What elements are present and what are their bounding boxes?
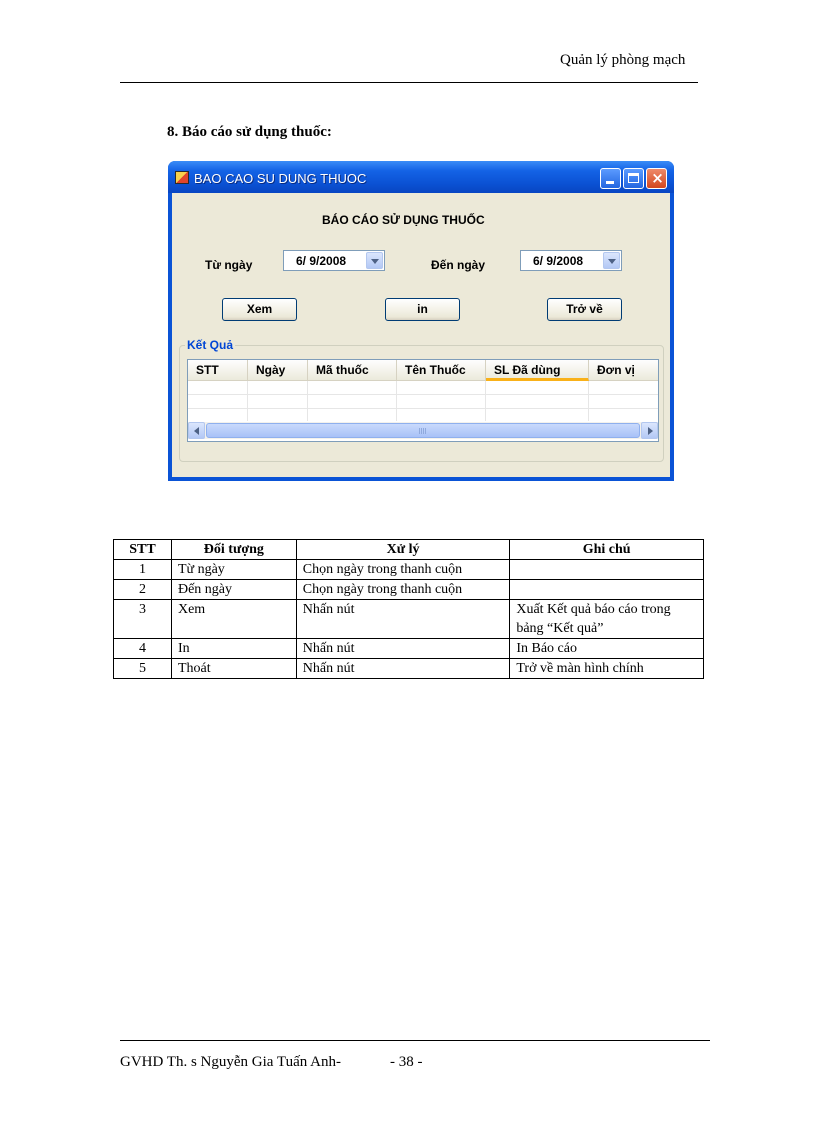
cell-note: Trở về màn hình chính	[510, 659, 704, 679]
cell-stt: 1	[114, 560, 172, 580]
cell-stt: 2	[114, 580, 172, 600]
cell-action: Nhấn nút	[296, 639, 510, 659]
chevron-down-icon[interactable]	[603, 252, 620, 269]
minimize-button[interactable]	[600, 168, 621, 189]
table-row	[114, 639, 704, 659]
app-icon	[175, 171, 189, 184]
back-button[interactable]: Trở về	[547, 298, 622, 321]
cell-action: Chọn ngày trong thanh cuộn	[296, 560, 510, 580]
from-date-picker[interactable]	[283, 250, 385, 271]
result-grid[interactable]	[187, 359, 659, 442]
table-row	[114, 600, 704, 639]
column-header-used-qty[interactable]: SL Đã dùng	[486, 360, 589, 381]
grid-column-line	[188, 381, 248, 421]
cell-action: Chọn ngày trong thanh cuộn	[296, 580, 510, 600]
result-group-legend: Kết Quả	[187, 338, 234, 352]
cell-stt: 4	[114, 639, 172, 659]
view-button[interactable]: Xem	[222, 298, 297, 321]
page-header-title: Quản lý phòng mạch	[560, 52, 686, 68]
print-button[interactable]: in	[385, 298, 460, 321]
grid-column-line	[308, 381, 397, 421]
to-date-value: 6/ 9/2008	[533, 254, 584, 268]
cell-object: Đến ngày	[171, 580, 296, 600]
spec-header-note: Ghi chú	[510, 540, 704, 560]
cell-object: Từ ngày	[171, 560, 296, 580]
from-date-label: Từ ngày	[205, 258, 253, 272]
spec-table-header-row	[114, 540, 704, 560]
close-button[interactable]	[646, 168, 667, 189]
grid-column-line	[397, 381, 486, 421]
to-date-label: Đến ngày	[431, 258, 486, 272]
maximize-icon	[628, 173, 639, 183]
scroll-right-icon[interactable]	[641, 422, 658, 439]
column-header-unit[interactable]: Đơn vị	[597, 363, 635, 377]
from-date-value: 6/ 9/2008	[296, 254, 347, 268]
horizontal-scrollbar[interactable]	[188, 422, 658, 439]
page-number: - 38 -	[390, 1054, 423, 1070]
column-header-stt[interactable]: STT	[188, 360, 248, 381]
close-icon: ×	[651, 169, 664, 187]
header-rule	[120, 82, 698, 83]
cell-note	[510, 560, 704, 580]
cell-object: Xem	[171, 600, 296, 639]
footer-rule	[120, 1040, 710, 1041]
cell-note	[510, 580, 704, 600]
cell-object: Thoát	[171, 659, 296, 679]
cell-stt: 3	[114, 600, 172, 639]
column-header-drug-name[interactable]: Tên Thuốc	[397, 360, 486, 381]
grid-column-line	[486, 381, 589, 421]
spec-header-object: Đối tượng	[171, 540, 296, 560]
window-client	[172, 193, 670, 477]
minimize-icon	[606, 181, 614, 184]
to-date-picker[interactable]	[520, 250, 622, 271]
spec-header-stt: STT	[114, 540, 172, 560]
table-row	[114, 560, 704, 580]
maximize-button[interactable]	[623, 168, 644, 189]
cell-stt: 5	[114, 659, 172, 679]
spec-table	[113, 539, 704, 679]
section-title: 8. Báo cáo sử dụng thuốc:	[167, 124, 332, 140]
cell-action: Nhấn nút	[296, 659, 510, 679]
spec-header-action: Xử lý	[296, 540, 510, 560]
footer-instructor: GVHD Th. s Nguyễn Gia Tuấn Anh-	[120, 1054, 341, 1070]
window-titlebar[interactable]	[168, 161, 674, 193]
window-title: BAO CAO SU DUNG THUOC	[194, 171, 367, 186]
form-heading: BÁO CÁO SỬ DỤNG THUỐC	[322, 213, 485, 227]
cell-note: In Báo cáo	[510, 639, 704, 659]
scrollbar-thumb[interactable]	[206, 423, 640, 438]
table-row	[114, 580, 704, 600]
cell-action: Nhấn nút	[296, 600, 510, 639]
result-groupbox	[179, 338, 664, 462]
grid-column-line	[248, 381, 308, 421]
column-header-date[interactable]: Ngày	[248, 360, 308, 381]
scroll-left-icon[interactable]	[188, 422, 205, 439]
table-row	[114, 659, 704, 679]
chevron-down-icon[interactable]	[366, 252, 383, 269]
column-header-drug-code[interactable]: Mã thuốc	[308, 360, 397, 381]
cell-note: Xuất Kết quả báo cáo trong bảng “Kết quả”	[510, 600, 704, 639]
cell-object: In	[171, 639, 296, 659]
grid-header	[188, 360, 659, 381]
report-window	[168, 161, 674, 481]
